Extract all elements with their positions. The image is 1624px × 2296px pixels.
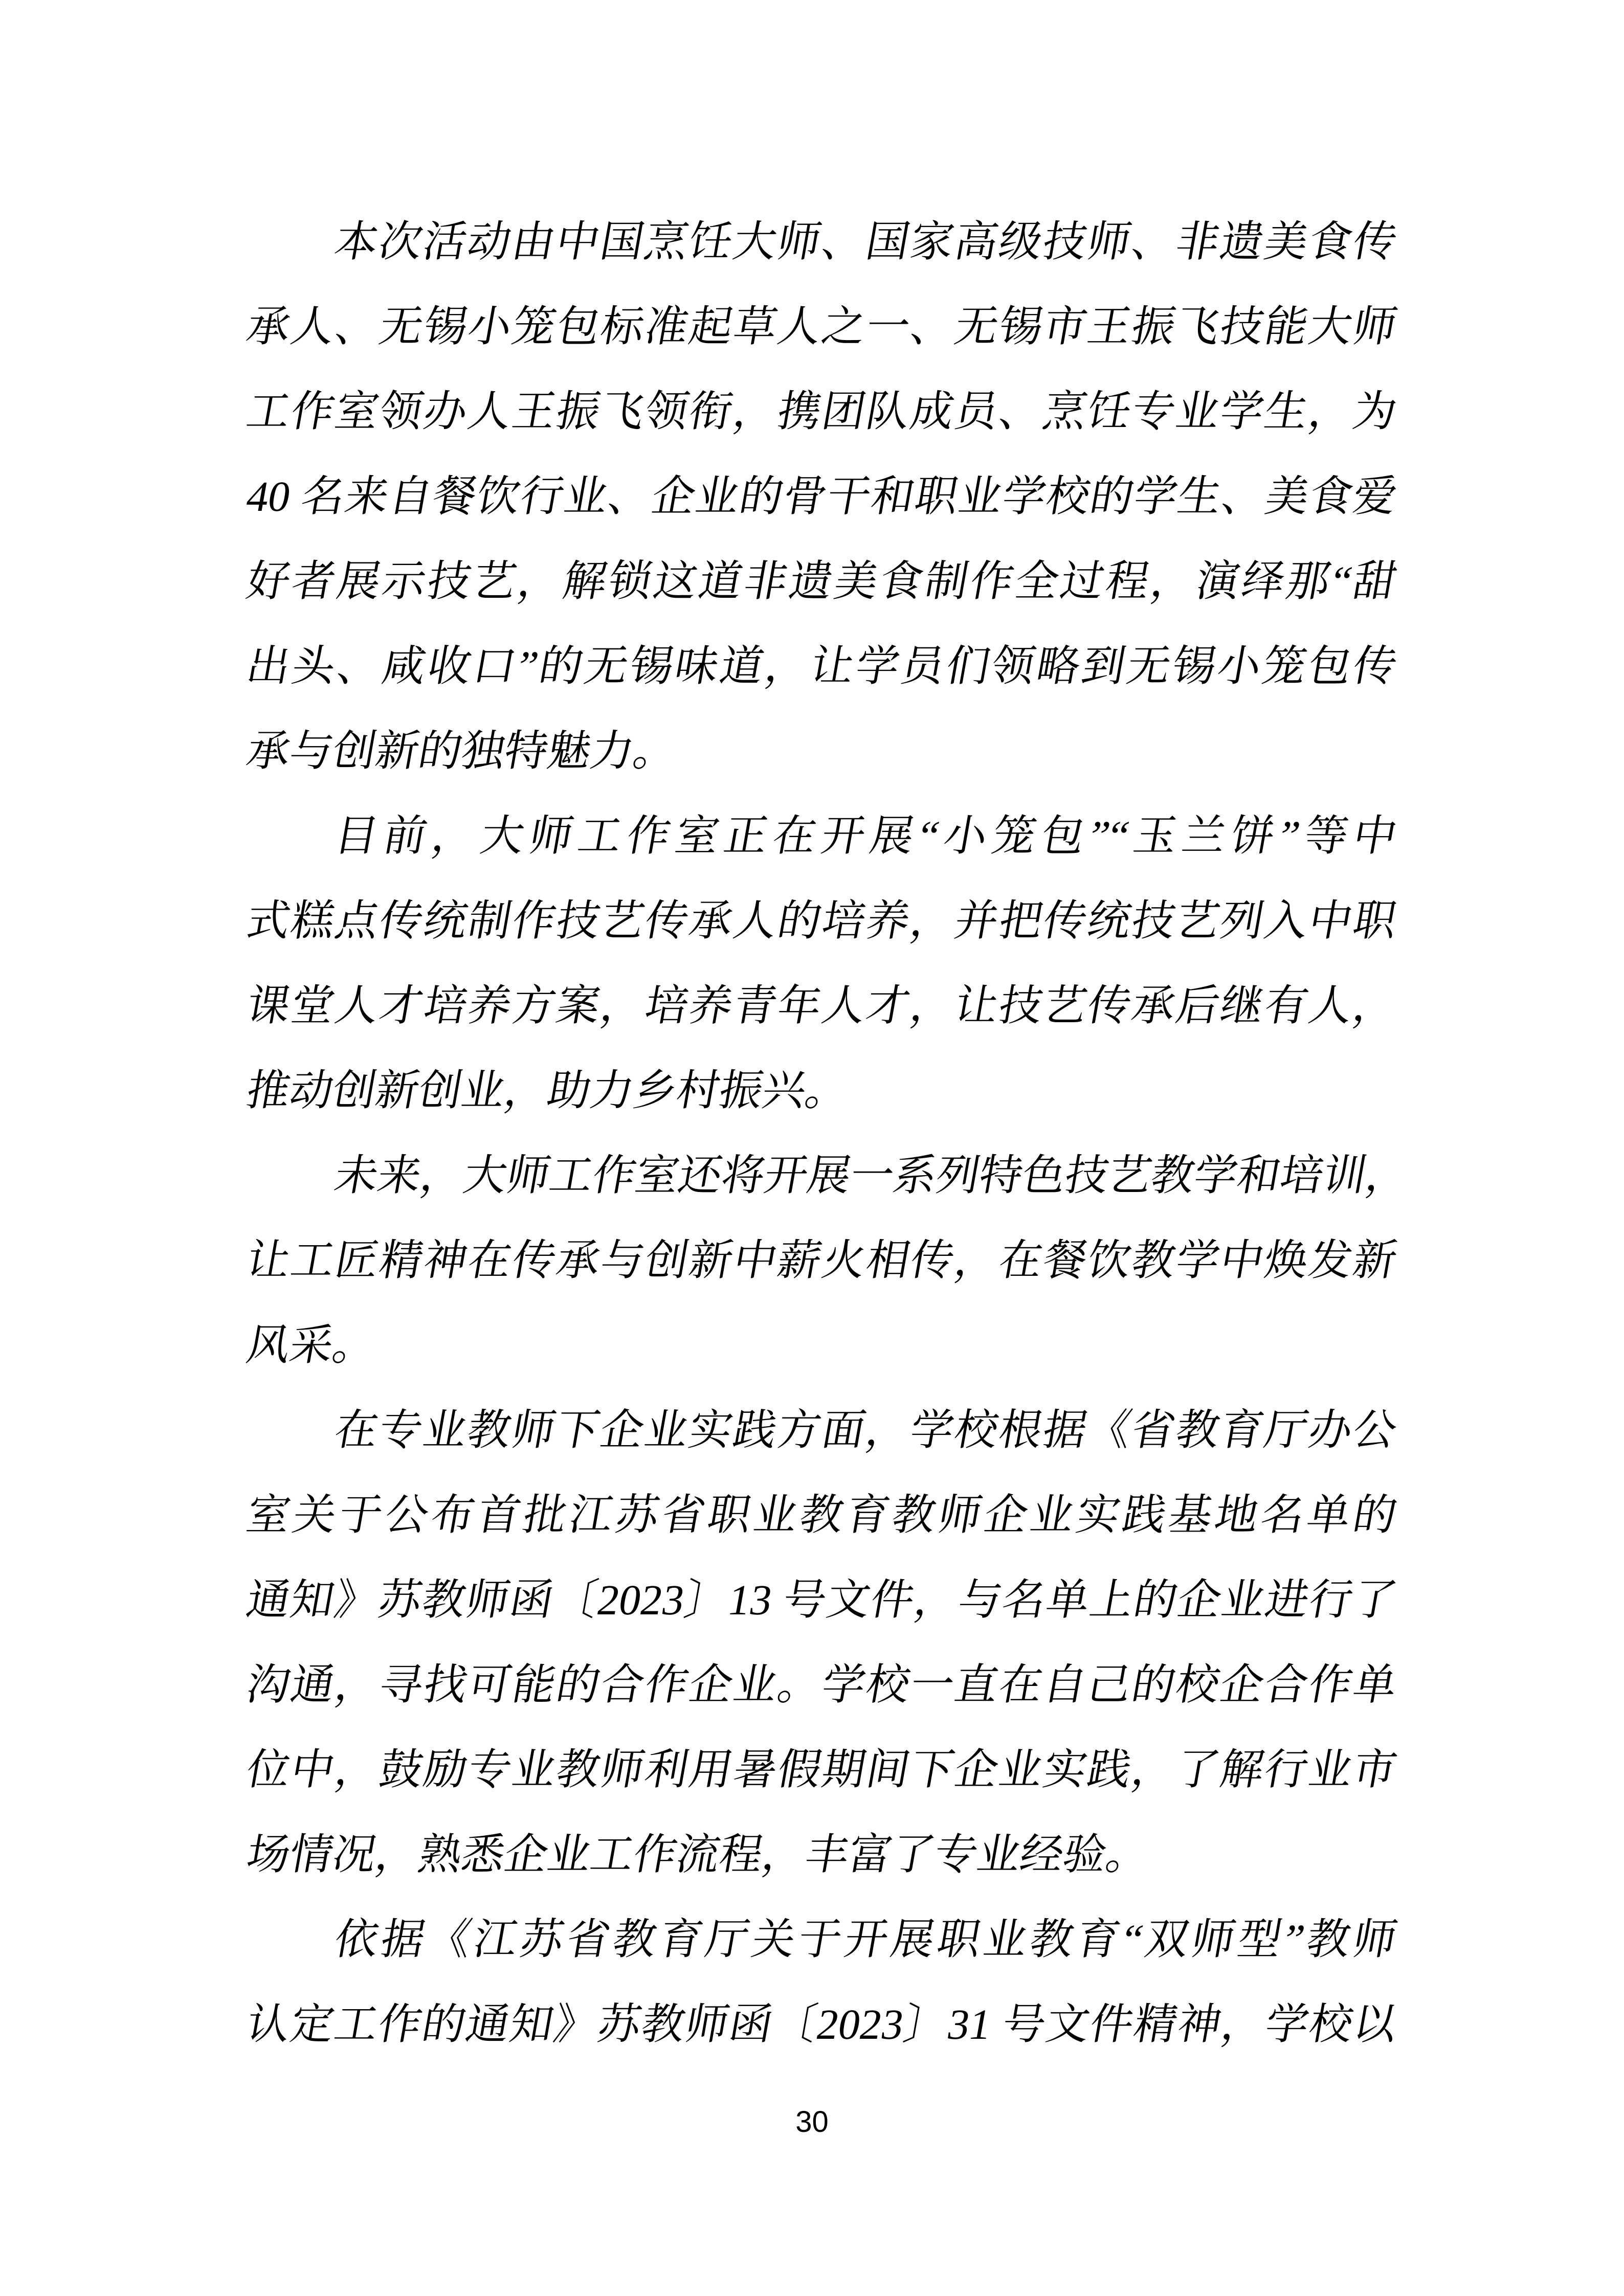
paragraph-5-line-2: 认定工作的通知》苏教师函〔2023〕31 号文件精神，学校以: [242, 2001, 1401, 2049]
paragraph-1-line-3: 工作室领办人王振飞领衔，携团队成员、烹饪专业学生，为: [242, 388, 1401, 436]
paragraph-1-line-6: 出头、咸收口”的无锡味道，让学员们领略到无锡小笼包传: [242, 643, 1401, 690]
paragraph-3-line-1: 未来，大师工作室还将开展一系列特色技艺教学和培训，: [330, 1152, 1414, 1200]
paragraph-1-line-4: 40 名来自餐饮行业、企业的骨干和职业学校的学生、美食爱: [242, 473, 1401, 521]
paragraph-2-line-4: 推动创新创业，助力乡村振兴。: [242, 1067, 853, 1115]
paragraph-1-line-2: 承人、无锡小笼包标准起草人之一、无锡市王振飞技能大师: [242, 303, 1401, 351]
paragraph-1-line-1: 本次活动由中国烹饪大师、国家高级技师、非遗美食传: [330, 218, 1401, 266]
paragraph-3-line-3: 风采。: [242, 1322, 381, 1369]
paragraph-1-line-5: 好者展示技艺，解锁这道非遗美食制作全过程，演绎那“甜: [242, 558, 1401, 605]
paragraph-4-line-6: 场情况，熟悉企业工作流程，丰富了专业经验。: [242, 1831, 1154, 1879]
paragraph-4-line-4: 沟通，寻找可能的合作企业。学校一直在自己的校企合作单: [242, 1661, 1401, 1709]
page-number: 30: [795, 2105, 829, 2139]
paragraph-4-line-2: 室关于公布首批江苏省职业教育教师企业实践基地名单的: [242, 1492, 1401, 1539]
paragraph-4-line-5: 位中，鼓励专业教师利用暑假期间下企业实践，了解行业市: [242, 1746, 1401, 1794]
paragraph-2-line-3: 课堂人才培养方案，培养青年人才，让技艺传承后继有人，: [242, 982, 1401, 1030]
paragraph-4-line-1: 在专业教师下企业实践方面，学校根据《省教育厅办公: [330, 1407, 1401, 1454]
paragraph-2-line-2: 式糕点传统制作技艺传承人的培养，并把传统技艺列入中职: [242, 897, 1401, 945]
paragraph-5-line-1: 依据《江苏省教育厅关于开展职业教育“双师型”教师: [330, 1916, 1401, 1964]
document-body: [242, 200, 1414, 2067]
paragraph-2-line-1: 目前，大师工作室正在开展“小笼包”“玉兰饼”等中: [330, 813, 1401, 860]
page-footer: [0, 2099, 1624, 2145]
paragraph-1-line-7: 承与创新的独特魅力。: [242, 728, 681, 775]
paragraph-4-line-3: 通知》苏教师函〔2023〕13 号文件，与名单上的企业进行了: [242, 1577, 1401, 1624]
paragraph-3-line-2: 让工匠精神在传承与创新中薪火相传，在餐饮教学中焕发新: [242, 1237, 1401, 1285]
